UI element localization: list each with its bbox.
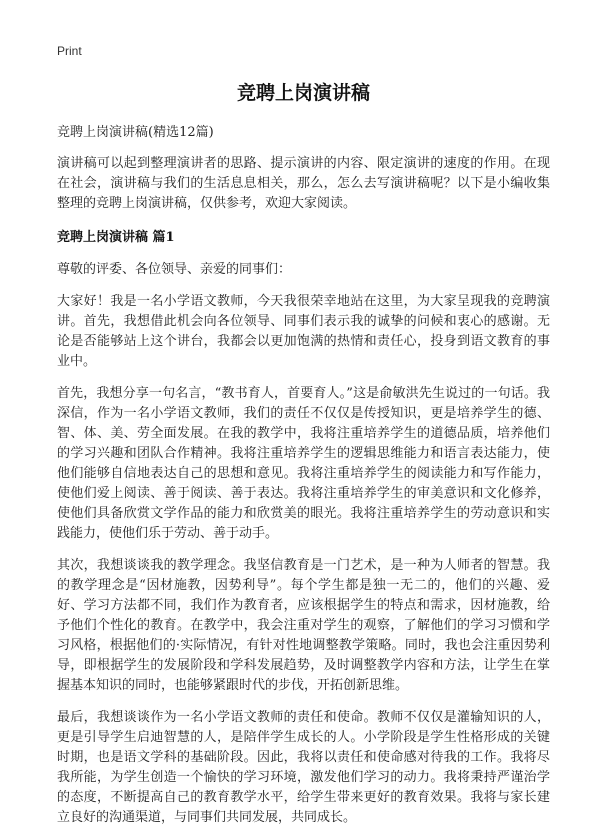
section-heading: 竞聘上岗演讲稿 篇1 [57,230,175,245]
greeting-line: 尊敬的评委、各位领导、亲爱的同事们： [57,262,292,277]
body-paragraph-1: 大家好！我是一名小学语文教师，今天我很荣幸地站在这里，为大家呈现我的竞聘演讲。首先，我想借此机会向各位领导、同事们表示我的诚挚的问候和衷心的感谢。无论是否能够站上这个讲台，我都会以更加饱满的热情和责任心，投身到语文教育的事业中。 [57,294,550,369]
body-paragraph-2: 首先，我想分享一句名言，“教书育人，首要育人。”这是俞敏洪先生说过的一句话。我深信，作为一名小学语文教师，我们的责任不仅仅是传授知识，更是培养学生的德、智、体、美、劳全面发展。在我的教学中，我将注重培养学生的道德品质，培养他们的学习兴趣和团队合作精神。我将注重培养学生的逻辑思维能力和语言表达能力，使他们能够自信地表达自己的思想和意见。我将注重培养学生的阅读能力和写作能力，使他们爱上阅读、善于阅读、善于表达。我将注重培养学生的审美意识和文化修养，使他们具备欣赏文学作品的能力和欣赏美的眼光。我将注重培养学生的劳动意识和实践能力，使他们乐于劳动、善于动手。 [57,386,550,541]
document-subtitle: 竞聘上岗演讲稿(精选12篇) [57,125,214,140]
intro-paragraph: 演讲稿可以起到整理演讲者的思路、提示演讲的内容、限定演讲的速度的作用。在现在社会，演讲稿与我们的生活息息相关，那么，怎么去写演讲稿呢？以下是小编收集整理的竞聘上岗演讲稿，仅供参考，欢迎大家阅读。 [57,156,550,211]
print-link[interactable]: Print [57,44,82,58]
body-paragraph-3: 其次，我想谈谈我的教学理念。我坚信教育是一门艺术，是一种为人师者的智慧。我的教学理念是“因材施教，因势利导”。每个学生都是独一无二的，他们的兴趣、爱好、学习方法都不同，我们作为教育者，应该根据学生的特点和需求，因材施教，给予他们个性化的教育。在教学中，我会注重对学生的观察，了解他们的学习习惯和学习风格，根据他们的·实际情况，有针对性地调整教学策略。同时，我也会注重因势利导，即根据学生的发展阶段和学科发展趋势，及时调整教学内容和方法，让学生在掌握基本知识的同时，也能够紧跟时代的步伐，开拓创新思维。 [57,558,550,693]
body-paragraph-4: 最后，我想谈谈作为一名小学语文教师的责任和使命。教师不仅仅是灌输知识的人，更是引导学生启迪智慧的人，是陪伴学生成长的人。小学阶段是学生性格形成的关键时期，也是语文学科的基础阶段。因此，我将以责任和使命感对待我的工作。我将尽我所能，为学生创造一个愉快的学习环境，激发他们学习的动力。我将秉持严谨治学的态度，不断提高自己的教育教学水平，给学生带来更好的教育效果。我将与家长建立良好的沟通渠道，与同事们共同发展，共同成长。 [57,710,550,825]
page-title: 竞聘上岗演讲稿 [236,82,370,104]
